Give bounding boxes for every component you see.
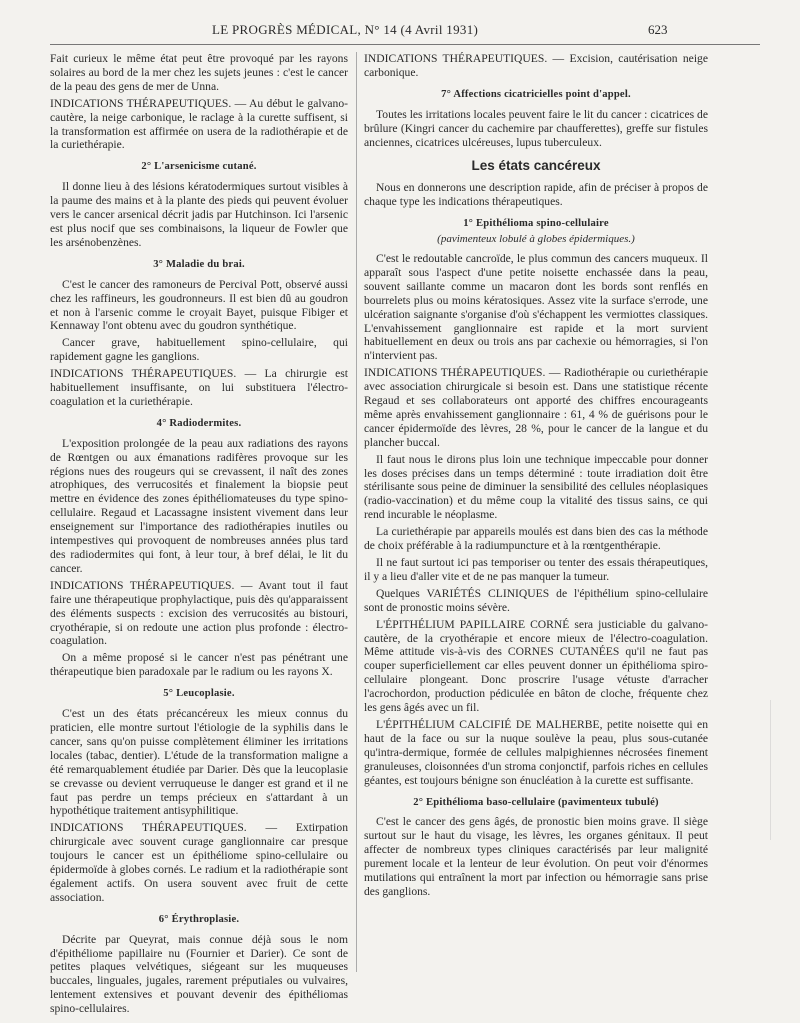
paragraph: L'ÉPITHÉLIUM CALCIFIÉ DE MALHERBE, petite noisette qui en haut de la face ou sur la nuque soulève la peau, plus sous-cutanée qu'intra-dermique, formée de cellules malpighiennes nécrosées finement granuleuses, cloisonnées d'un stroma conjonctif, parfois riches en cellules géantes, est toujours bénigne son énucléation à la curette est suffisante. — [364, 717, 708, 787]
section-heading: 7° Affections cicatricielles point d'appel. — [441, 88, 631, 100]
paragraph: Il faut nous le dirons plus loin une technique impeccable pour donner les doses précises dans un temps déterminé : toute irradiation doit être stérilisante sous peine de diminuer la sensibilité des cellules néoplasiques (radio-vaccination) et du même coup la vitalité des tissus sains, ce qui rend incurable le néoplasme. — [364, 452, 708, 522]
paragraph: INDICATIONS THÉRAPEUTIQUES. — La chirurgie est habituellement insuffisante, on lui substituera l'électro-coagulation et la curiethérapie. — [50, 367, 348, 408]
paragraph: C'est le redoutable cancroïde, le plus commun des cancers muqueux. Il apparaît sous l'aspect d'une petite noisette enchassée dans la peau, souvent saillante comme un macaron dont les bords sont renflés en bourrelets plus ou moins kératosiques. Assez vite la surface s'errode, une ulcération saignante s'organise d'où s'échappent les vermiottes classiques. L'envahissement ganglionnaire est rapide et la mort survient habituellement en deux ou trois ans par cachexie ou hémorragies, si l'on n'intervient pas. — [364, 251, 708, 363]
paragraph: Il donne lieu à des lésions kératodermiques surtout visibles à la paume des mains et à la plante des pieds qui peuvent évoluer vers le cancer arsenical décrit jadis par Hutchinson. Ici l'arsenic est plus nocif que ses combinaisons, la liqueur de Fowler que les arsénobenzènes. — [50, 180, 348, 249]
section-heading: 4° Radiodermites. — [156, 417, 242, 429]
page-number: 623 — [648, 22, 668, 37]
section-heading: 1° Epithélioma spino-cellulaire — [463, 218, 609, 230]
paragraph: Décrite par Queyrat, mais connue déjà sous le nom d'épithéliome papillaire nu (Fournier et Darier). Ce sont de petites plaques velvétiques, siégeant sur les muqueuses buccales, linguales, jugales, rarement préputiales ou vulvaires, lentement extensives et pouvant devenir des épithéliomas spino-cellulaires. — [50, 932, 348, 1016]
column-divider — [356, 52, 357, 972]
paragraph: L'exposition prolongée de la peau aux radiations des rayons de Rœntgen ou aux émanations radifères provoque sur les régions nues des rougeurs qui se crevassent, il naît des zones atrophiques, des verrucosités et finalement la biopsie peut mettre en évidence des zones épithéliomateuses du type spino-cellulaire. Regaud et Lacassagne insistent vivement dans leur enseignement sur l'importance des radiothérapies inutiles ou intempestives qui provoquent de nombreuses années plus tard des radiodermites qui font, à leur tour, à bref délai, le lit du cancer. — [50, 436, 348, 575]
left-column — [50, 52, 348, 1019]
header-rule — [50, 44, 760, 45]
paragraph: La curiethérapie par appareils moulés est dans bien des cas la méthode de choix préférable à la radiumpuncture et à la rœntgenthérapie. — [364, 525, 708, 553]
running-head: LE PROGRÈS MÉDICAL, N° 14 (4 Avril 1931) — [212, 22, 479, 37]
paragraph: INDICATIONS THÉRAPEUTIQUES. — Extirpation chirurgicale avec souvent curage ganglionnaire car presque toujours le cancer est un épithéliome spino-cellulaire ou épidermoïde à globes cornés. Le radium et la radiothérapie sont également actifs. On usera souvent avec fruit de cette association. — [50, 821, 348, 904]
section-heading: 5° Leucoplasie. — [163, 688, 235, 700]
paragraph: INDICATIONS THÉRAPEUTIQUES. — Excision, cautérisation neige carbonique. — [364, 52, 708, 79]
paragraph: Nous en donnerons une description rapide, afin de préciser à propos de chaque type les indications thérapeutiques. — [364, 181, 708, 209]
paragraph: Cancer grave, habituellement spino-cellulaire, qui rapidement gagne les ganglions. — [50, 336, 348, 364]
paragraph: Il ne faut surtout ici pas temporiser ou tenter des essais thérapeutiques, il y a lieu d'aller vite et de ne pas manquer la tumeur. — [364, 556, 708, 583]
section-heading: 2° Epithélioma baso-cellulaire (pavimenteux tubulé) — [413, 796, 659, 808]
right-column — [364, 52, 708, 902]
paragraph: C'est un des états précancéreux les mieux connus du praticien, elle montre surtout l'étiologie de la syphilis dans le cancer, sans qu'on puisse complètement éliminer les irritations locales (tabac, dentier). L'étude de la transformation maligne a été remarquablement étudiée par Darier. Dès que la leucoplasie se crevasse ou devient verruqueuse le danger est grand et il ne faut pas perdre un temps précieux en s'attardant à un hypothétique traitement antisyphilitique. — [50, 707, 348, 818]
paragraph: INDICATIONS THÉRAPEUTIQUES. — Avant tout il faut faire une thérapeutique prophylactique, puis dès qu'apparaissent des éléments suspects : excision des verrucosités au bistouri, cryothérapie, si on redoute une action plus profonde : électro-coagulation. — [50, 578, 348, 648]
section-subheading: (pavimenteux lobulé à globes épidermiques.) — [437, 233, 635, 246]
paragraph: L'ÉPITHÉLIUM PAPILLAIRE CORNÉ sera justiciable du galvano-cautère, de la cryothérapie et encore mieux de l'électro-coagulation. Même attitude vis-à-vis des CORNES CUTANÉES qu'il ne faut pas couper superficiellement car elles peuvent donner un épithélioma spiro-cellulaire plongeant. Donc proscrire l'usage vétuste d'arracher l'acrochordon, production pédiculée en bâton de cloche, fréquente chez les gens âgés avec un fil. — [364, 617, 708, 715]
paragraph: Toutes les irritations locales peuvent faire le lit du cancer : cicatrices de brûlure (Kingri cancer du cachemire par chaufferettes), greffe sur fistules anciennes, cicatrices ulcéreuses, lupus tuberculeux. — [364, 107, 708, 149]
section-heading: 2° L'arsenicisme cutané. — [141, 161, 257, 173]
page-header — [0, 22, 800, 40]
paragraph: Fait curieux le même état peut être provoqué par les rayons solaires au bord de la mer chez les sujets jeunes : c'est le cancer de la peau des gens de mer de Unna. — [50, 52, 348, 93]
paragraph: On a même proposé si le cancer n'est pas pénétrant une thérapeutique bien paradoxale par le radium ou les rayons X. — [50, 651, 348, 679]
major-heading: Les états cancéreux — [471, 158, 601, 174]
section-heading: 6° Érythroplasie. — [158, 913, 240, 925]
paragraph: C'est le cancer des gens âgés, de pronostic bien moins grave. Il siège surtout sur le haut du visage, les lèvres, les organes génitaux. Il peut affecter de nombreux types cliniques caractérisés par leur malignité purement locale et la lenteur de leur évolution. On peut voir d'énormes mutilations qui entraînent la mort par infection ou hémorragie sans prise des ganglions. — [364, 815, 708, 898]
paragraph: INDICATIONS THÉRAPEUTIQUES. — Au début le galvano-cautère, la neige carbonique, le raclage à la curette suffisent, si la transformation est affirmée on usera de la radiothérapie et de la curiethérapie. — [50, 96, 348, 152]
margin-mark — [770, 700, 777, 840]
paragraph: INDICATIONS THÉRAPEUTIQUES. — Radiothérapie ou curiethérapie avec association chirurgicale si besoin est. Dans une statistique récente Regaud et ses collaborateurs ont apporté des chiffres encourageants même après envahissement ganglionnaire : 61, 4 % de guérisons pour le cancer épidermoïde des lèvres, 28 %, pour le cancer de la langue et du plancher buccal. — [364, 366, 708, 449]
paragraph: Quelques VARIÉTÉS CLINIQUES de l'épithélium spino-cellulaire sont de pronostic moins sévère. — [364, 586, 708, 614]
section-heading: 3° Maladie du brai. — [153, 258, 245, 270]
paragraph: C'est le cancer des ramoneurs de Percival Pott, observé aussi chez les raffineurs, les goudronneurs. Il est bien dû au goudron et non à l'arsenic comme le croyait Bayet, puisque Fibiger et Kennaway l'ont obtenu avec du goudron synthétique. — [50, 277, 348, 333]
